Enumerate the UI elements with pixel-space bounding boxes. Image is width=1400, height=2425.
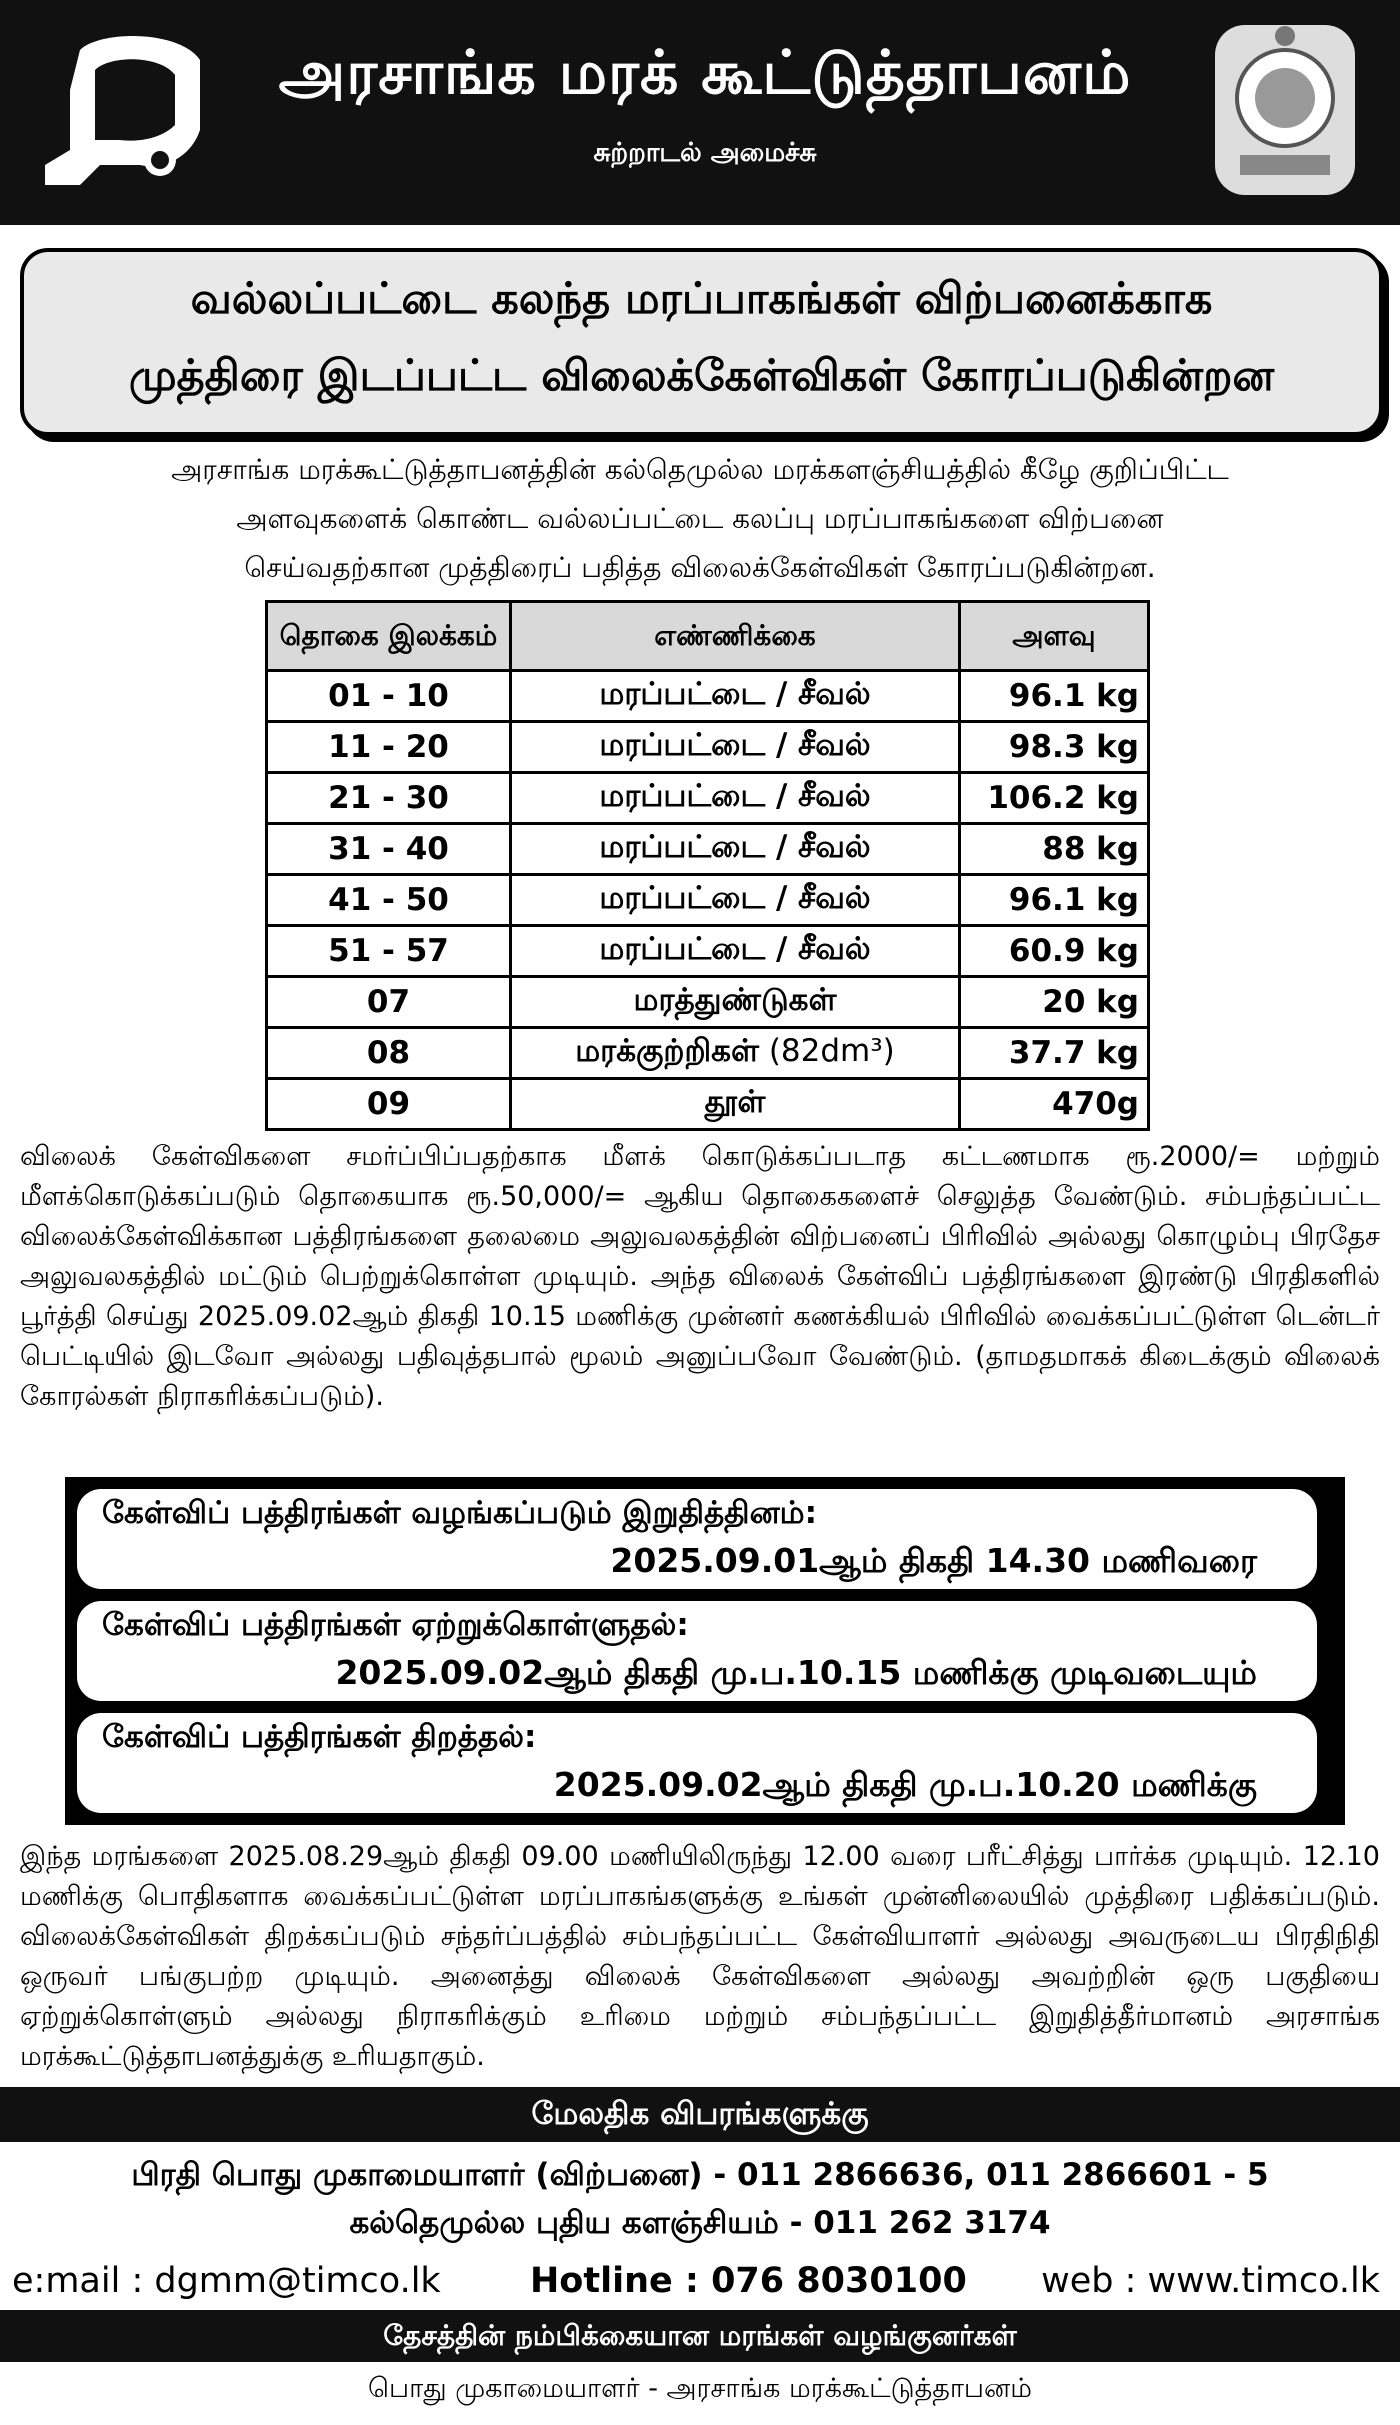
lot-number: 21 - 30	[267, 773, 511, 824]
lot-number: 41 - 50	[267, 875, 511, 926]
contact-footer-row	[0, 2255, 1400, 2307]
table-row	[267, 926, 1149, 977]
intro-line: அளவுகளைக் கொண்ட வல்லப்பட்டை கலப்பு மரப்பாகங்களை விற்பனை	[236, 502, 1164, 535]
item-description	[511, 977, 960, 1028]
national-emblem-icon	[1210, 20, 1360, 200]
item-description	[511, 1028, 960, 1079]
ministry-name: சுற்றாடல் அமைச்சு	[593, 138, 817, 168]
table-row	[267, 1028, 1149, 1079]
item-description	[511, 773, 960, 824]
intro-line: அரசாங்க மரக்கூட்டுத்தாபனத்தின் கல்தெமுல்ல மரக்களஞ்சியத்தில் கீழே குறிப்பிட்ட	[171, 453, 1229, 486]
header-banner	[0, 0, 1400, 225]
date-value: 2025.09.02ஆம் திகதி மு.ப.10.20 மணிக்கு	[553, 1765, 1257, 1804]
item-description	[511, 926, 960, 977]
key-dates-panel	[65, 1477, 1345, 1825]
item-quantity: 106.2 kg	[960, 773, 1149, 824]
date-value: 2025.09.02ஆம் திகதி மு.ப.10.15 மணிக்கு முடிவடையும்	[335, 1653, 1257, 1692]
table-row	[267, 875, 1149, 926]
item-name: மரப்பட்டை / சீவல்	[599, 727, 871, 763]
item-quantity: 470g	[960, 1079, 1149, 1130]
item-quantity: 20 kg	[960, 977, 1149, 1028]
notice-title-line1: வல்லப்பட்டை கலந்த மரப்பாகங்கள் விற்பனைக்காக	[190, 274, 1213, 324]
notice-title-line2: முத்திரை இடப்பட்ட விலைக்கேள்விகள் கோரப்படுகின்றன	[128, 351, 1275, 401]
item-name: மரப்பட்டை / சீவல்	[599, 880, 871, 916]
date-card-issue-deadline	[77, 1489, 1317, 1589]
lot-number: 09	[267, 1079, 511, 1130]
item-quantity: 88 kg	[960, 824, 1149, 875]
item-name: மரப்பட்டை / சீவல்	[599, 778, 871, 814]
header-quantity: அளவு	[960, 602, 1149, 671]
table-row	[267, 1079, 1149, 1130]
item-name: மரப்பட்டை / சீவல்	[599, 676, 871, 712]
table-header-row	[267, 602, 1149, 671]
lot-number: 31 - 40	[267, 824, 511, 875]
item-quantity: 37.7 kg	[960, 1028, 1149, 1079]
item-name: மரப்பட்டை / சீவல்	[599, 829, 871, 865]
item-name: தூள்	[704, 1084, 766, 1120]
inspection-terms: இந்த மரங்களை 2025.08.29ஆம் திகதி 09.00 மணியிலிருந்து 12.00 வரை பரீட்சித்து பார்க்க முடியும். 12.10 மணிக்கு பொதிகளாக வைக்கப்பட்டுள்ள மரப்பாகங்களுக்கு உங்கள் முன்னிலையில் முத்திரை பதிக்கப்படும். விலைக்கேள்விகள் திறக்கப்படும் சந்தர்ப்பத்தில் சம்பந்தப்பட்ட கேள்வியாளர் அல்லது அவருடைய பிரதிநிதி ஒருவர் பங்குபற்ற முடியும். அனைத்து விலைக் கேள்விகளை அல்லது அவற்றின் ஒரு பகுதியை ஏற்றுக்கொள்ளும் அல்லது நிராகரிக்கும் உரிமை மற்றும் சம்பந்தப்பட்ட இறுதித்தீர்மானம் அரசாங்க மரக்கூட்டுத்தாபனத்துக்கு உரியதாகும்.	[20, 1841, 1380, 2072]
organization-name: அரசாங்க மரக் கூட்டுத்தாபனம்	[278, 38, 1132, 108]
intro-line: செய்வதற்கான முத்திரைப் பதித்த விலைக்கேள்விகள் கோரப்படுகின்றன.	[244, 551, 1156, 584]
item-description	[511, 671, 960, 722]
header-lot-number: தொகை இலக்கம்	[267, 602, 511, 671]
item-description	[511, 1079, 960, 1130]
table-row	[267, 773, 1149, 824]
date-label: கேள்விப் பத்திரங்கள் வழங்கப்படும் இறுதித்தினம்:	[102, 1495, 817, 1531]
volume-note: (82dm³)	[758, 1033, 895, 1069]
elephant-logo-icon	[40, 30, 210, 190]
item-quantity: 96.1 kg	[960, 671, 1149, 722]
contact-warehouse-phone: கல்தெமுல்ல புதிய களஞ்சியம் - 011 262 3174	[349, 2205, 1051, 2241]
date-value: 2025.09.01ஆம் திகதி 14.30 மணிவரை	[610, 1541, 1257, 1580]
header-description: எண்ணிக்கை	[511, 602, 960, 671]
item-name: மரத்துண்டுகள்	[633, 982, 837, 1018]
website-link[interactable]: web : www.timco.lk	[1041, 2261, 1380, 2301]
intro-text	[20, 445, 1380, 592]
contact-heading: மேலதிக விபரங்களுக்கு	[0, 2087, 1400, 2142]
item-quantity: 60.9 kg	[960, 926, 1149, 977]
signature-line: பொது முகாமையாளர் - அரசாங்க மரக்கூட்டுத்தாபனம்	[368, 2373, 1032, 2404]
table-row	[267, 671, 1149, 722]
slogan-band: தேசத்தின் நம்பிக்கையான மரங்கள் வழங்குனர்கள்	[0, 2310, 1400, 2362]
table-row	[267, 722, 1149, 773]
item-quantity: 98.3 kg	[960, 722, 1149, 773]
date-label: கேள்விப் பத்திரங்கள் ஏற்றுக்கொள்ளுதல்:	[102, 1607, 689, 1643]
contact-sales-phones: பிரதி பொது முகாமையாளர் (விற்பனை) - 011 2866636, 011 2866601 - 5	[131, 2157, 1269, 2193]
item-quantity: 96.1 kg	[960, 875, 1149, 926]
lot-number: 08	[267, 1028, 511, 1079]
item-description	[511, 824, 960, 875]
date-card-opening	[77, 1713, 1317, 1813]
payment-instructions: விலைக் கேள்விகளை சமர்ப்பிப்பதற்காக மீளக் கொடுக்கப்படாத கட்டணமாக ரூ.2000/= மற்றும் மீளக்கொடுக்கப்படும் தொகையாக ரூ.50,000/= ஆகிய தொகைகளைச் செலுத்த வேண்டும். சம்பந்தப்பட்ட விலைக்கேள்விக்கான பத்திரங்களை தலைமை அலுவலகத்தின் விற்பனைப் பிரிவில் அல்லது கொழும்பு பிரதேச அலுவலகத்தில் மட்டும் பெற்றுக்கொள்ள முடியும். அந்த விலைக் கேள்விப் பத்திரங்களை இரண்டு பிரதிகளில் பூர்த்தி செய்து 2025.09.02ஆம் திகதி 10.15 மணிக்கு முன்னர் கணக்கியல் பிரிவில் வைக்கப்பட்டுள்ள டென்டர் பெட்டியில் இடவோ அல்லது பதிவுத்தபால் மூலம் அனுப்பவோ வேண்டும். (தாமதமாகக் கிடைக்கும் விலைக் கோரல்கள் நிராகரிக்கப்படும்).	[20, 1141, 1380, 1412]
notice-title-box	[20, 248, 1383, 436]
lot-number: 11 - 20	[267, 722, 511, 773]
hotline-number[interactable]: Hotline : 076 8030100	[530, 2261, 967, 2301]
table-row	[267, 977, 1149, 1028]
lot-number: 01 - 10	[267, 671, 511, 722]
table-row	[267, 824, 1149, 875]
date-label: கேள்விப் பத்திரங்கள் திறத்தல்:	[102, 1719, 537, 1755]
item-description	[511, 875, 960, 926]
item-name: மரக்குற்றிகள்	[575, 1033, 759, 1069]
lot-number: 07	[267, 977, 511, 1028]
email-address[interactable]: e:mail : dgmm@timco.lk	[12, 2261, 441, 2301]
item-description	[511, 722, 960, 773]
lot-number: 51 - 57	[267, 926, 511, 977]
item-name: மரப்பட்டை / சீவல்	[599, 931, 871, 967]
lots-table	[265, 600, 1150, 1131]
date-card-acceptance	[77, 1601, 1317, 1701]
